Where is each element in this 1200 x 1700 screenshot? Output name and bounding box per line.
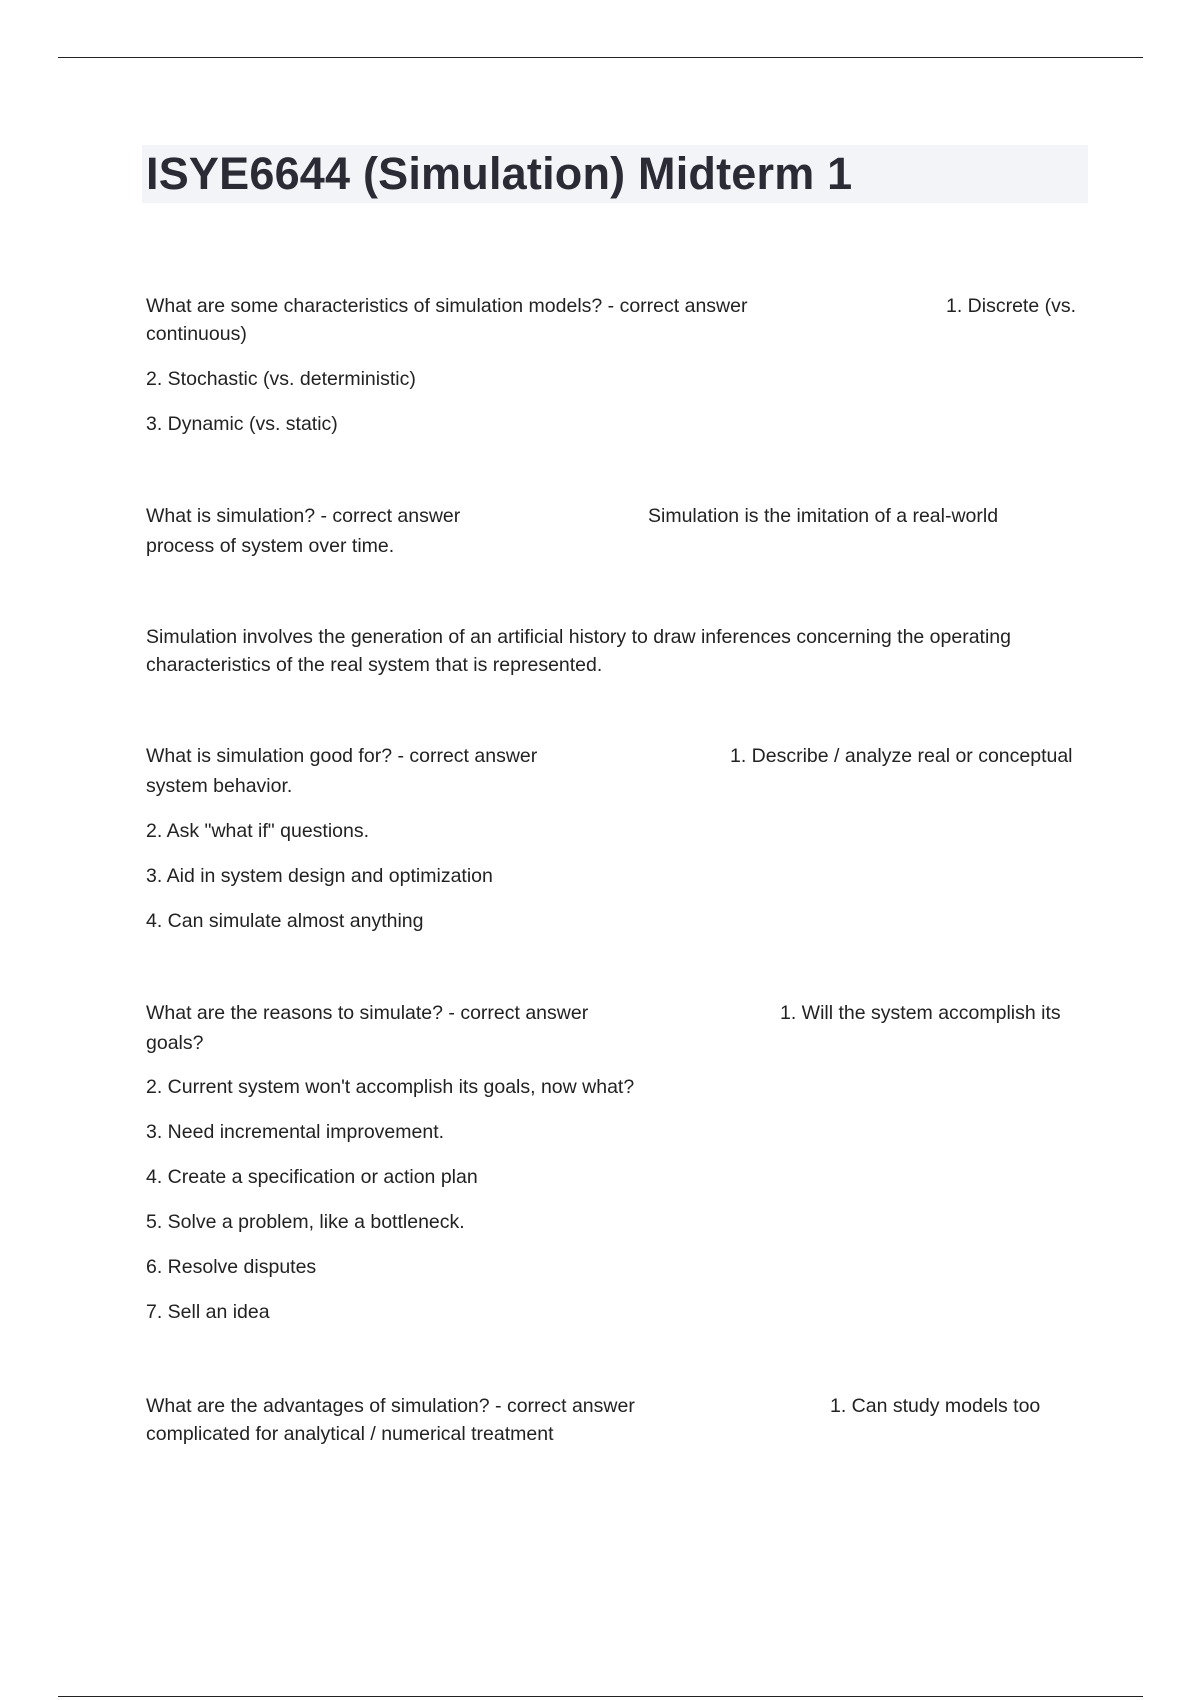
paragraph-line: Simulation involves the generation of an artificial history to draw inferences concerning the operating bbox=[146, 626, 1011, 648]
answer-continuation: goals? bbox=[146, 1032, 204, 1054]
answer-text: 1. Describe / analyze real or conceptual bbox=[730, 745, 1073, 767]
list-item: 2. Stochastic (vs. deterministic) bbox=[146, 368, 416, 390]
qa-line bbox=[146, 502, 1081, 530]
qa-block-advantages bbox=[146, 1392, 1081, 1448]
answer-continuation: continuous) bbox=[146, 323, 247, 345]
answer-continuation: process of system over time. bbox=[146, 535, 395, 557]
answer-text: 1. Can study models too bbox=[830, 1395, 1041, 1417]
answer-continuation: complicated for analytical / numerical treatment bbox=[146, 1423, 554, 1445]
qa-line bbox=[146, 999, 1081, 1027]
answer-text: 1. Will the system accomplish its bbox=[780, 1002, 1061, 1024]
page-title: ISYE6644 (Simulation) Midterm 1 bbox=[146, 148, 853, 199]
explanation-paragraph bbox=[146, 623, 1081, 679]
qa-block-reasons bbox=[146, 999, 1081, 1326]
list-item: 3. Dynamic (vs. static) bbox=[146, 413, 338, 435]
question-text: What are the reasons to simulate? - correct answer bbox=[146, 1002, 589, 1024]
top-rule bbox=[58, 57, 1143, 58]
question-text: What is simulation? - correct answer bbox=[146, 505, 461, 527]
answer-continuation: system behavior. bbox=[146, 775, 293, 797]
list-item: 5. Solve a problem, like a bottleneck. bbox=[146, 1211, 465, 1233]
list-item: 4. Can simulate almost anything bbox=[146, 910, 424, 932]
list-item: 7. Sell an idea bbox=[146, 1301, 270, 1323]
question-text: What are some characteristics of simulation models? - correct answer bbox=[146, 295, 748, 317]
qa-line bbox=[146, 1392, 1081, 1420]
paragraph-line: characteristics of the real system that is represented. bbox=[146, 654, 603, 676]
answer-text: 1. Discrete (vs. bbox=[946, 295, 1077, 317]
qa-line bbox=[146, 292, 1081, 320]
bottom-rule bbox=[58, 1696, 1143, 1697]
question-text: What are the advantages of simulation? - correct answer bbox=[146, 1395, 635, 1417]
qa-line bbox=[146, 742, 1081, 770]
question-text: What is simulation good for? - correct answer bbox=[146, 745, 538, 767]
list-item: 3. Aid in system design and optimization bbox=[146, 865, 493, 887]
list-item: 3. Need incremental improvement. bbox=[146, 1121, 445, 1143]
qa-block-good-for bbox=[146, 742, 1081, 935]
qa-block-characteristics bbox=[146, 292, 1081, 438]
qa-block-what-is-simulation bbox=[146, 502, 1081, 560]
list-item: 6. Resolve disputes bbox=[146, 1256, 317, 1278]
list-item: 2. Current system won't accomplish its goals, now what? bbox=[146, 1076, 635, 1098]
list-item: 4. Create a specification or action plan bbox=[146, 1166, 478, 1188]
list-item: 2. Ask "what if" questions. bbox=[146, 820, 370, 842]
answer-text: Simulation is the imitation of a real-world bbox=[648, 505, 999, 527]
